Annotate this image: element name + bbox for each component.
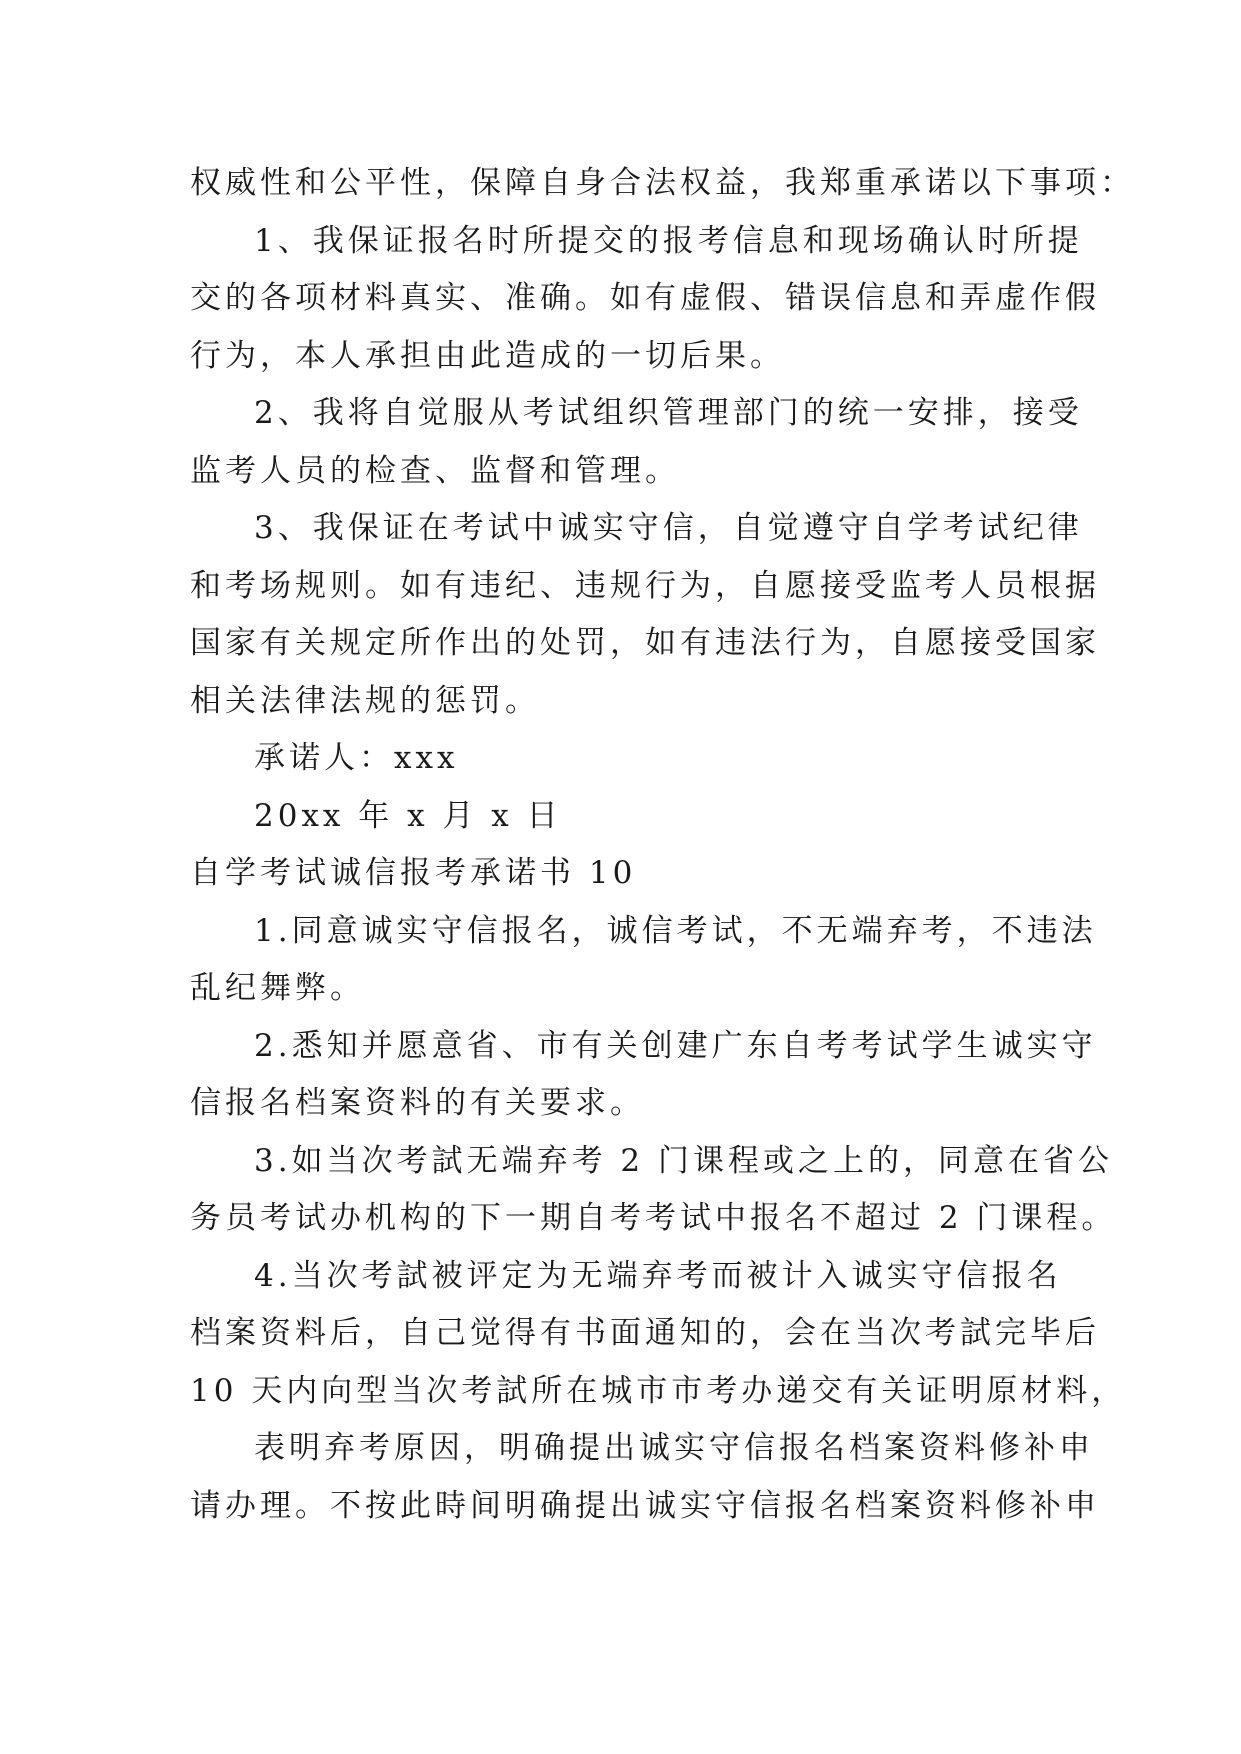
- text-line: 表明弃考原因，明确提出诚实守信报名档案资料修补申: [254, 1430, 1094, 1466]
- date-line: 20xx 年 x 月 x 日: [254, 797, 562, 834]
- text-line: 10 天内向型当次考試所在城市市考办递交有关证明原材料，: [190, 1372, 1127, 1409]
- text-line: 2、我将自觉服从考试组织管理部门的统一安排，接受: [254, 395, 1083, 431]
- text-line: 相关法律法规的惩罚。: [190, 682, 540, 719]
- text-line: 交的各项材料真实、准确。如有虚假、错误信息和弄虚作假: [190, 280, 1100, 316]
- text-line: 3、我保证在考试中诚实守信，自觉遵守自学考试纪律: [254, 510, 1083, 546]
- text-line: 4.当次考試被评定为无端弃考而被计入诚实守信报名: [254, 1257, 1062, 1294]
- text-line: 务员考试办机构的下一期自考考试中报名不超过 2 门课程。: [190, 1200, 1117, 1236]
- text-line: 和考场规则。如有违纪、违规行为，自愿接受监考人员根据: [190, 567, 1100, 604]
- document-page: [190, 155, 1135, 1535]
- text-line: 2.悉知并愿意省、市有关创建广东自考考试学生诚实守: [254, 1027, 1097, 1064]
- text-line: 监考人员的检查、监督和管理。: [190, 452, 680, 489]
- text-line: 3.如当次考試无端弃考 2 门课程或之上的，同意在省公: [254, 1142, 1114, 1179]
- text-line: 乱纪舞弊。: [190, 970, 365, 1006]
- text-line: 行为，本人承担由此造成的一切后果。: [190, 337, 785, 374]
- signatory-line: 承诺人：xxx: [254, 740, 459, 776]
- text-line: 国家有关规定所作出的处罚，如有违法行为，自愿接受国家: [190, 625, 1100, 661]
- text-line: 1、我保证报名时所提交的报考信息和现场确认时所提: [254, 222, 1083, 259]
- text-line: 请办理。不按此時间明确提出诚实守信报名档案资料修补申: [190, 1487, 1100, 1524]
- text-line: 信报名档案资料的有关要求。: [190, 1085, 645, 1121]
- text-line: 档案资料后，自己觉得有书面通知的，会在当次考試完毕后: [190, 1315, 1100, 1351]
- section-title: 自学考试诚信报考承诺书 10: [190, 855, 637, 891]
- text-line: 1.同意诚实守信报名，诚信考试，不无端弃考，不违法: [254, 912, 1097, 949]
- text-line: 权威性和公平性，保障自身合法权益，我郑重承诺以下事项：: [190, 165, 1135, 201]
